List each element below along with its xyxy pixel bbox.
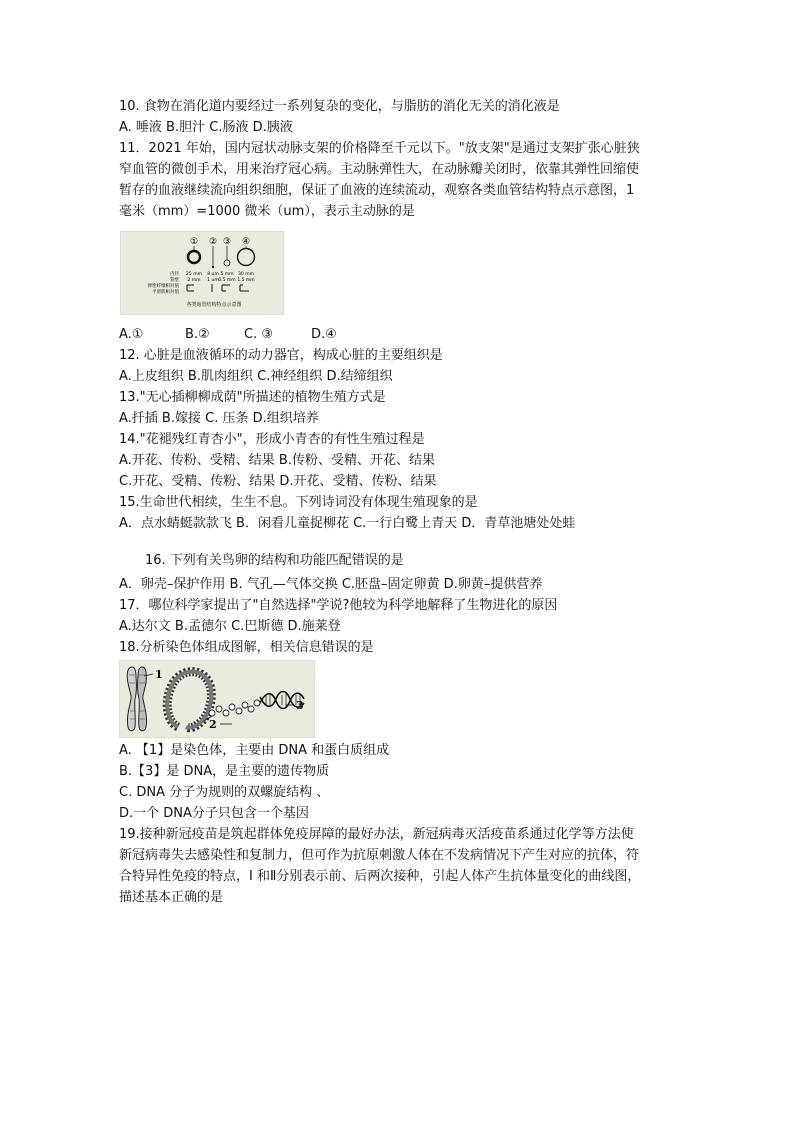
q11-option-c: C. ③ [244, 327, 273, 342]
figure-caption: 各类血管结构特点示意图 [186, 302, 242, 308]
chromosome-figure [119, 660, 315, 738]
q12-stem: 12. 心脏是血液循环的动力器官，构成心脏的主要组织是 [119, 348, 443, 363]
q16-options: A．卵壳–保护作用 B. 气孔—气体交换 C.胚盘–固定卵黄 D.卵黄–提供营养 [119, 577, 543, 592]
q18-option-c: C. DNA 分子为规则的双螺旋结构 、 [119, 785, 330, 800]
marker-4: ④ [241, 237, 251, 247]
q15-options: A．点水蜻蜓款款飞 B．闲看儿童捉柳花 C.一行白鹭上青天 D．青草池塘处处蛙 [119, 516, 576, 531]
vessel-structure-figure [120, 231, 284, 315]
label-3: 3 [296, 699, 304, 712]
row-label-muscle: 平滑肌相对值 [152, 290, 179, 295]
q18-stem: 18.分析染色体组成图解，相关信息错误的是 [119, 640, 374, 655]
vessel-4-cross-section [238, 249, 255, 266]
wall-4: 1.5 mm [237, 278, 255, 283]
q14-options-line-1: A.开花、传粉、受精、结果 B.传粉、受精、开花、结果 [119, 453, 435, 468]
wall-3: 0.5 mm [218, 278, 236, 283]
wall-1: 2 mm [187, 278, 201, 283]
label-2: 2 [209, 718, 217, 731]
q12-options: A.上皮组织 B.肌肉组织 C.神经组织 D.结缔组织 [119, 369, 393, 384]
q17-options: A.达尔文 B.孟德尔 C.巴斯德 D.施莱登 [119, 619, 341, 634]
row-label-diameter: 内径 [170, 272, 179, 277]
q17-stem: 17．哪位科学家提出了"自然选择"学说?他较为科学地解释了生物进化的原因 [119, 598, 558, 613]
wall-2: 1 um [207, 278, 219, 283]
q11-option-b: B.② [185, 327, 210, 342]
q10-options: A. 唾液 B.胆汁 C.肠液 D.胰液 [119, 120, 293, 135]
diameter-3: 5 mm [220, 272, 234, 277]
row-label-wall: 管壁 [170, 278, 179, 283]
relative-value-bars [187, 284, 249, 292]
q11-option-d: D.④ [311, 327, 337, 342]
q13-stem: 13."无心插柳柳成荫"所描述的植物生殖方式是 [119, 390, 386, 405]
diameter-2: 8 um [207, 272, 219, 277]
q11-line-3: 暂存的血液继续流向组织细胞，保证了血液的连续流动，观察各类血管结构特点示意图，1 [119, 183, 635, 198]
q18-option-a: A. 【1】是染色体，主要由 DNA 和蛋白质组成 [119, 743, 390, 758]
q11-line-4: 毫米（mm）=1000 微米（um），表示主动脉的是 [119, 204, 415, 219]
vessel-2-cross-section [212, 266, 214, 268]
row-label-elastic: 弹性纤维相对值 [147, 284, 179, 289]
chromatin-coil [167, 672, 211, 728]
vessel-3-cross-section [224, 260, 230, 266]
q18-option-b: B.【3】是 DNA，是主要的遗传物质 [119, 764, 330, 779]
q14-stem: 14."花褪残红青杏小"，形成小青杏的有性生殖过程是 [119, 432, 425, 447]
q13-options: A.扦插 B.嫁接 C. 压条 D.组织培养 [119, 411, 319, 426]
q11-line-1: 11．2021 年始，国内冠状动脉支架的价格降至千元以下。"放支架"是通过支架扩张心脏狭 [119, 141, 640, 156]
marker-2: ② [208, 237, 218, 247]
q11-option-a: A.① [119, 327, 144, 342]
diameter-4: 30 mm [238, 272, 254, 277]
q19-line-2: 新冠病毒失去感染性和复制力，但可作为抗原刺激人体在不发病情况下产生对应的抗体，符 [119, 848, 640, 863]
vessel-1-cross-section [188, 251, 200, 263]
q19-line-1: 19.接种新冠疫苗是筑起群体免疫屏障的最好办法，新冠病毒灭活疫苗系通过化学等方法使 [119, 827, 634, 842]
q10-stem: 10. 食物在消化道内要经过一系列复杂的变化，与脂肪的消化无关的消化液是 [119, 99, 560, 114]
q14-options-line-2: C.开花、受精、传粉、结果 D.开花、受精、传粉、结果 [119, 474, 437, 489]
q19-line-4: 描述基本正确的是 [119, 890, 224, 905]
chromosome-shape [127, 667, 146, 731]
q18-option-d: D.一个 DNA分子只包含一个基因 [119, 806, 309, 821]
q19-line-3: 合特异性免疫的特点，I 和Ⅱ分别表示前、后两次接种，引起人体产生抗体量变化的曲线图， [119, 869, 641, 884]
marker-1: ① [189, 237, 199, 247]
marker-3: ③ [222, 237, 232, 247]
q15-stem: 15.生命世代相续，生生不息。下列诗词没有体现生殖现象的是 [119, 495, 478, 510]
q11-line-2: 窄血管的微创手术，用来治疗冠心病。主动脉弹性大，在动脉瓣关闭时，依靠其弹性回缩使 [119, 162, 640, 177]
diameter-1: 25 mm [186, 272, 202, 277]
label-1: 1 [155, 668, 163, 681]
nucleosome-beads [209, 700, 260, 716]
q16-stem: 16. 下列有关鸟卵的结构和功能匹配错误的是 [145, 553, 404, 568]
